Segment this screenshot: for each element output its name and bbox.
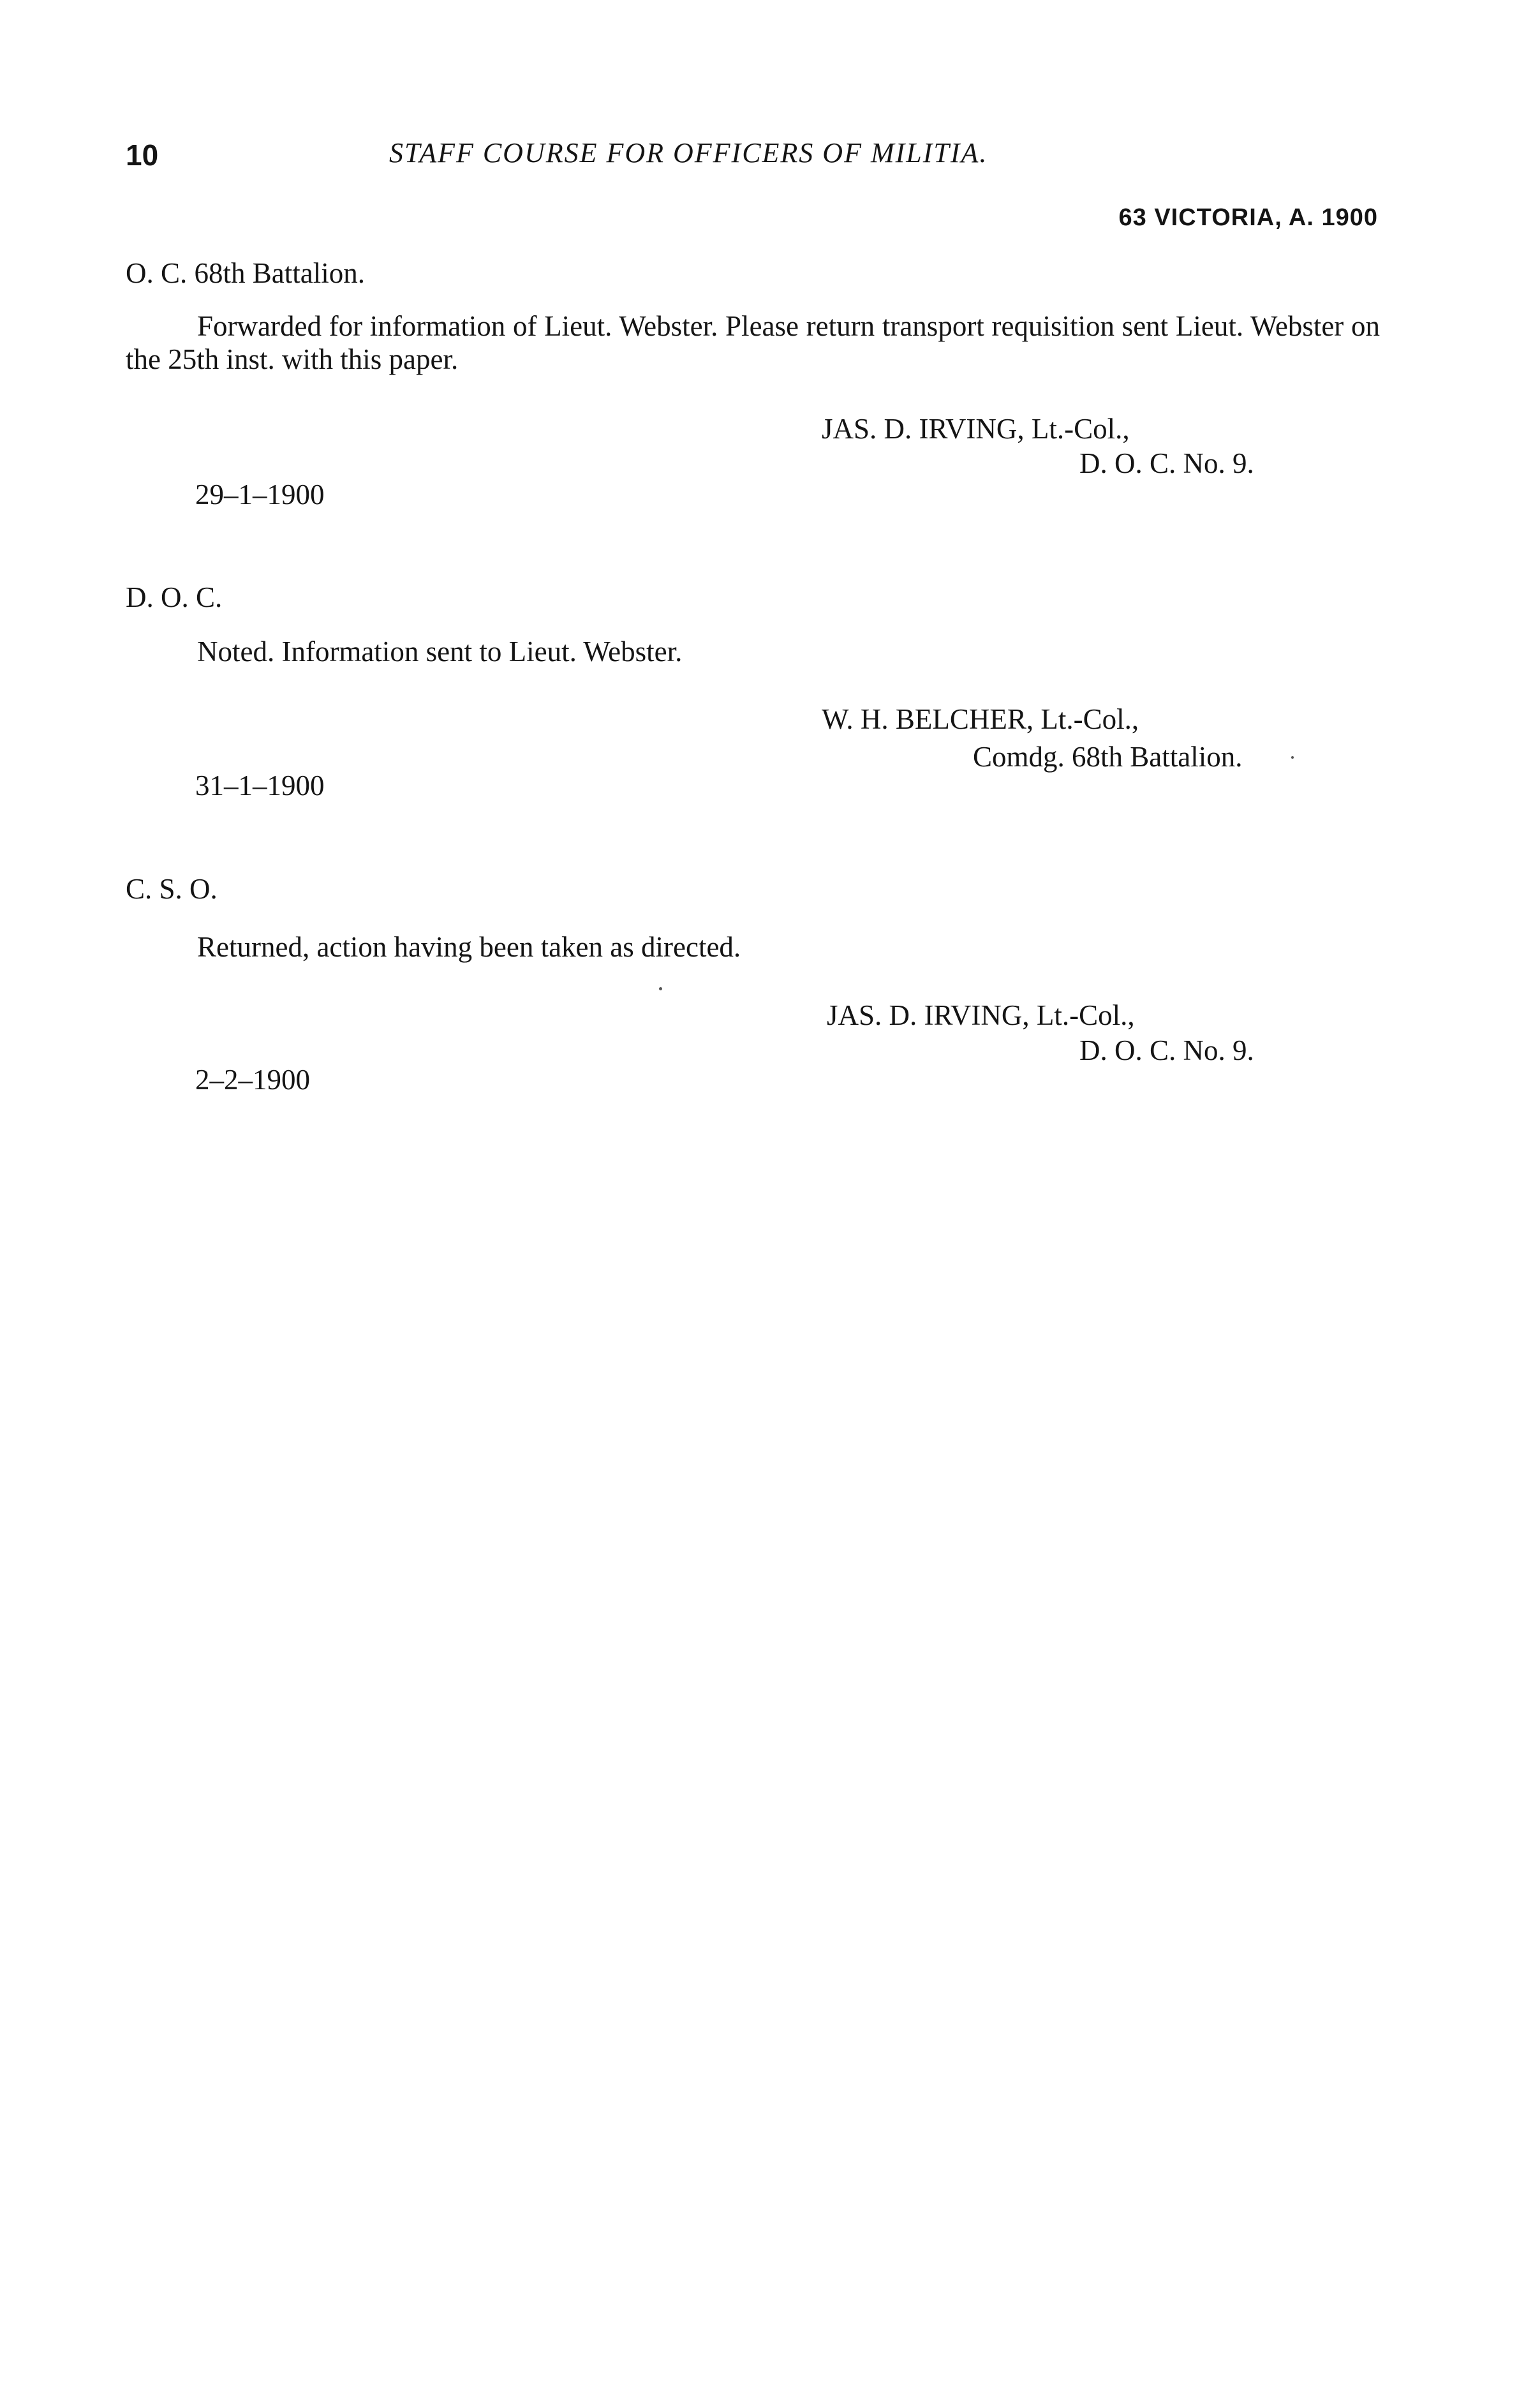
minute-2-signature-name: W. H. BELCHER, Lt.-Col., <box>822 703 1139 735</box>
page-number: 10 <box>126 138 159 172</box>
minute-1-text: Forwarded for information of Lieut. Webster. Please return transport requisition sent Lieut. Webster on the 25th inst. with this paper. <box>126 310 1380 375</box>
print-speck <box>1291 756 1294 759</box>
session-label: 63 VICTORIA, A. 1900 <box>1118 204 1378 231</box>
minute-1-addressee: O. C. 68th Battalion. <box>126 257 365 289</box>
minute-2-signature-title: Comdg. 68th Battalion. <box>973 741 1243 773</box>
minute-3-signature-name: JAS. D. IRVING, Lt.-Col., <box>827 999 1135 1031</box>
minute-2-addressee: D. O. C. <box>126 581 223 613</box>
minute-2-date: 31–1–1900 <box>195 770 325 801</box>
print-speck <box>659 987 662 990</box>
minute-3-addressee: C. S. O. <box>126 873 218 905</box>
minute-3-text: Returned, action having been taken as directed. <box>197 931 741 963</box>
minute-2-text: Noted. Information sent to Lieut. Webster. <box>197 636 683 667</box>
minute-3-date: 2–2–1900 <box>195 1064 310 1096</box>
minute-3-signature-title: D. O. C. No. 9. <box>1079 1034 1254 1066</box>
minute-1-date: 29–1–1900 <box>195 479 325 510</box>
minute-1-signature-title: D. O. C. No. 9. <box>1079 447 1254 479</box>
minute-1-signature-name: JAS. D. IRVING, Lt.-Col., <box>822 413 1130 445</box>
running-title: STAFF COURSE FOR OFFICERS OF MILITIA. <box>389 137 988 168</box>
